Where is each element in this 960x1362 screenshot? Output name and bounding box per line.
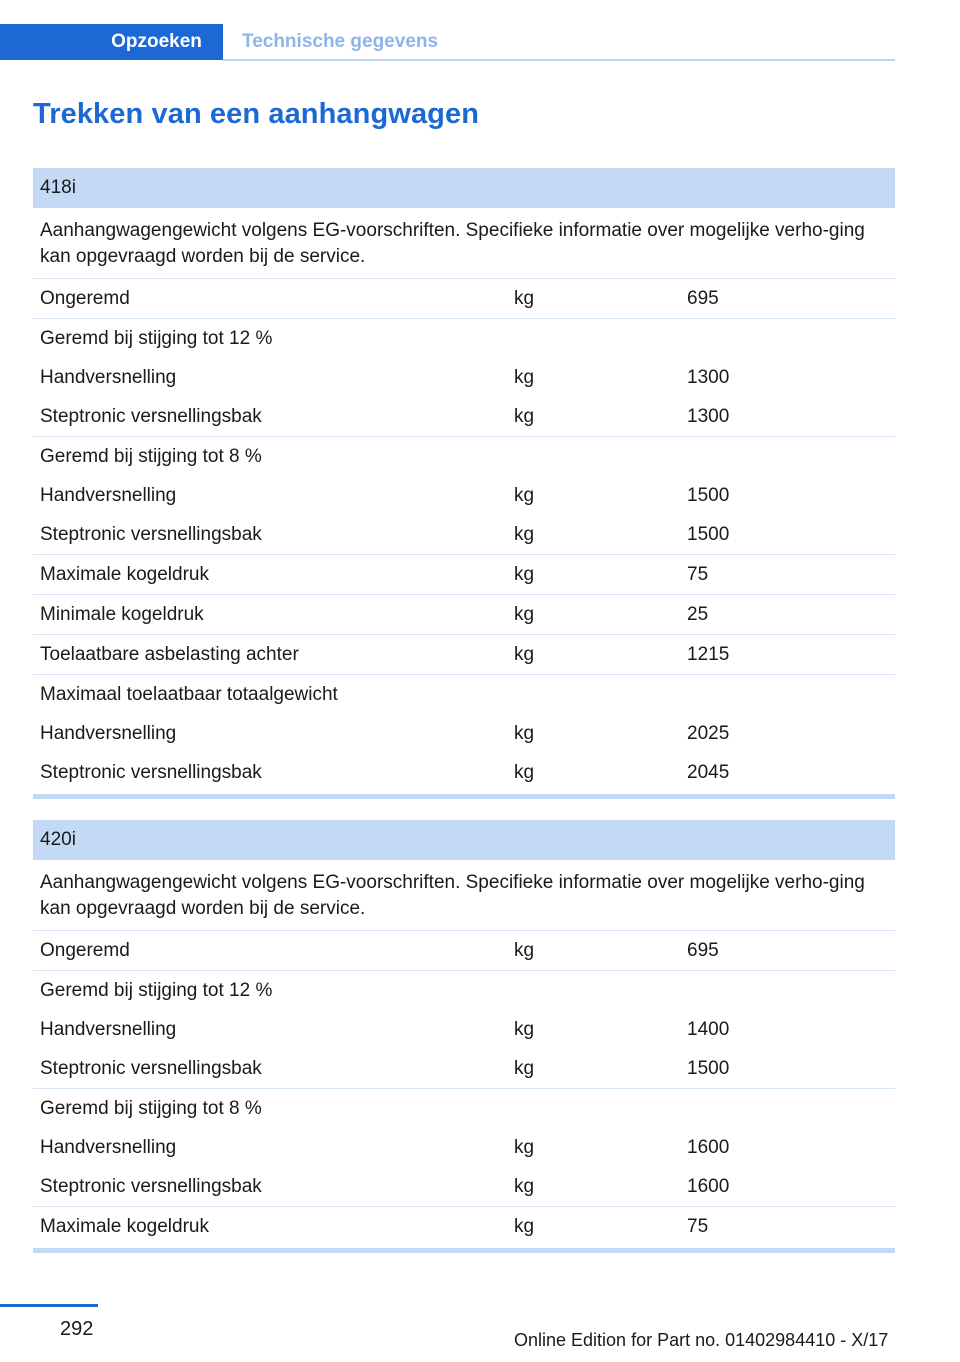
table-row <box>33 358 895 397</box>
page-number: 292 <box>60 1318 94 1340</box>
row-label: Maximaal toelaatbaar totaalgewicht <box>40 683 338 705</box>
row-label: Handversnelling <box>40 722 177 744</box>
edition-note: Online Edition for Part no. 01402984410 - X/17 <box>514 1330 889 1350</box>
row-value: 2025 <box>687 722 730 744</box>
header-rule <box>223 59 895 61</box>
row-value: 2045 <box>687 761 730 783</box>
row-label: Geremd bij stijging tot 12 % <box>40 979 273 1001</box>
row-unit: kg <box>514 643 535 665</box>
spec-table-418i <box>33 168 895 799</box>
row-unit: kg <box>514 484 535 506</box>
row-unit: kg <box>514 603 535 625</box>
table-row <box>33 1010 895 1049</box>
table-row <box>33 595 895 635</box>
table-row <box>33 1089 895 1128</box>
table-description: Aanhangwagengewicht volgens EG-voorschriften. Specifieke informatie over mogelijke verho-ging kan opgevraagd worden bij de service. <box>33 860 895 931</box>
row-label: Toelaatbare asbelasting achter <box>40 643 299 665</box>
row-label: Handversnelling <box>40 1136 177 1158</box>
table-row <box>33 1167 895 1207</box>
row-unit: kg <box>514 1018 535 1040</box>
row-value: 25 <box>687 603 709 625</box>
row-value: 1500 <box>687 523 730 545</box>
row-label: Ongeremd <box>40 939 130 961</box>
table-row <box>33 635 895 675</box>
row-value: 1215 <box>687 643 730 665</box>
table-header <box>33 168 895 208</box>
table-row <box>33 515 895 555</box>
row-label: Steptronic versnellingsbak <box>40 1175 262 1197</box>
row-label: Steptronic versnellingsbak <box>40 1057 262 1079</box>
tab-technische-gegevens[interactable]: Technische gegevens <box>242 31 439 52</box>
row-label: Geremd bij stijging tot 12 % <box>40 327 273 349</box>
table-end-bar <box>33 1248 895 1253</box>
row-label: Ongeremd <box>40 287 130 309</box>
row-value: 75 <box>687 1215 709 1237</box>
header-tabs <box>0 24 895 62</box>
spec-table-420i <box>33 820 895 1253</box>
row-unit: kg <box>514 939 535 961</box>
tab-opzoeken[interactable]: Opzoeken <box>0 24 223 60</box>
table-row <box>33 971 895 1010</box>
table-row <box>33 1049 895 1089</box>
row-unit: kg <box>514 405 535 427</box>
table-row <box>33 714 895 753</box>
table-row <box>33 397 895 437</box>
row-label: Handversnelling <box>40 366 177 388</box>
model-label: 418i <box>40 177 76 198</box>
footer-rule <box>0 1304 98 1307</box>
table-row <box>33 931 895 971</box>
row-label: Minimale kogeldruk <box>40 603 204 625</box>
table-end-bar <box>33 794 895 799</box>
row-value: 1300 <box>687 366 730 388</box>
row-value: 1400 <box>687 1018 730 1040</box>
row-value: 1600 <box>687 1136 730 1158</box>
row-label: Geremd bij stijging tot 8 % <box>40 445 262 467</box>
page-title: Trekken van een aanhangwagen <box>33 98 480 130</box>
row-unit: kg <box>514 563 535 585</box>
table-row <box>33 753 895 792</box>
row-label: Steptronic versnellingsbak <box>40 523 262 545</box>
table-row <box>33 437 895 476</box>
row-label: Steptronic versnellingsbak <box>40 405 262 427</box>
table-row <box>33 1207 895 1246</box>
model-label: 420i <box>40 829 76 850</box>
row-value: 1500 <box>687 1057 730 1079</box>
table-row <box>33 319 895 358</box>
table-header <box>33 820 895 860</box>
row-value: 1300 <box>687 405 730 427</box>
row-unit: kg <box>514 287 535 309</box>
row-label: Handversnelling <box>40 1018 177 1040</box>
row-unit: kg <box>514 523 535 545</box>
table-row <box>33 555 895 595</box>
row-value: 695 <box>687 939 719 961</box>
row-label: Maximale kogeldruk <box>40 1215 209 1237</box>
row-value: 75 <box>687 563 709 585</box>
row-label: Maximale kogeldruk <box>40 563 209 585</box>
row-unit: kg <box>514 722 535 744</box>
table-row <box>33 1128 895 1167</box>
row-label: Handversnelling <box>40 484 177 506</box>
row-label: Geremd bij stijging tot 8 % <box>40 1097 262 1119</box>
row-unit: kg <box>514 1175 535 1197</box>
row-label: Steptronic versnellingsbak <box>40 761 262 783</box>
row-value: 1500 <box>687 484 730 506</box>
table-row <box>33 476 895 515</box>
row-unit: kg <box>514 366 535 388</box>
table-description: Aanhangwagengewicht volgens EG-voorschriften. Specifieke informatie over mogelijke verho-ging kan opgevraagd worden bij de service. <box>33 208 895 279</box>
row-value: 1600 <box>687 1175 730 1197</box>
row-unit: kg <box>514 761 535 783</box>
table-row <box>33 675 895 714</box>
row-unit: kg <box>514 1215 535 1237</box>
row-unit: kg <box>514 1136 535 1158</box>
table-row <box>33 279 895 319</box>
row-value: 695 <box>687 287 719 309</box>
row-unit: kg <box>514 1057 535 1079</box>
